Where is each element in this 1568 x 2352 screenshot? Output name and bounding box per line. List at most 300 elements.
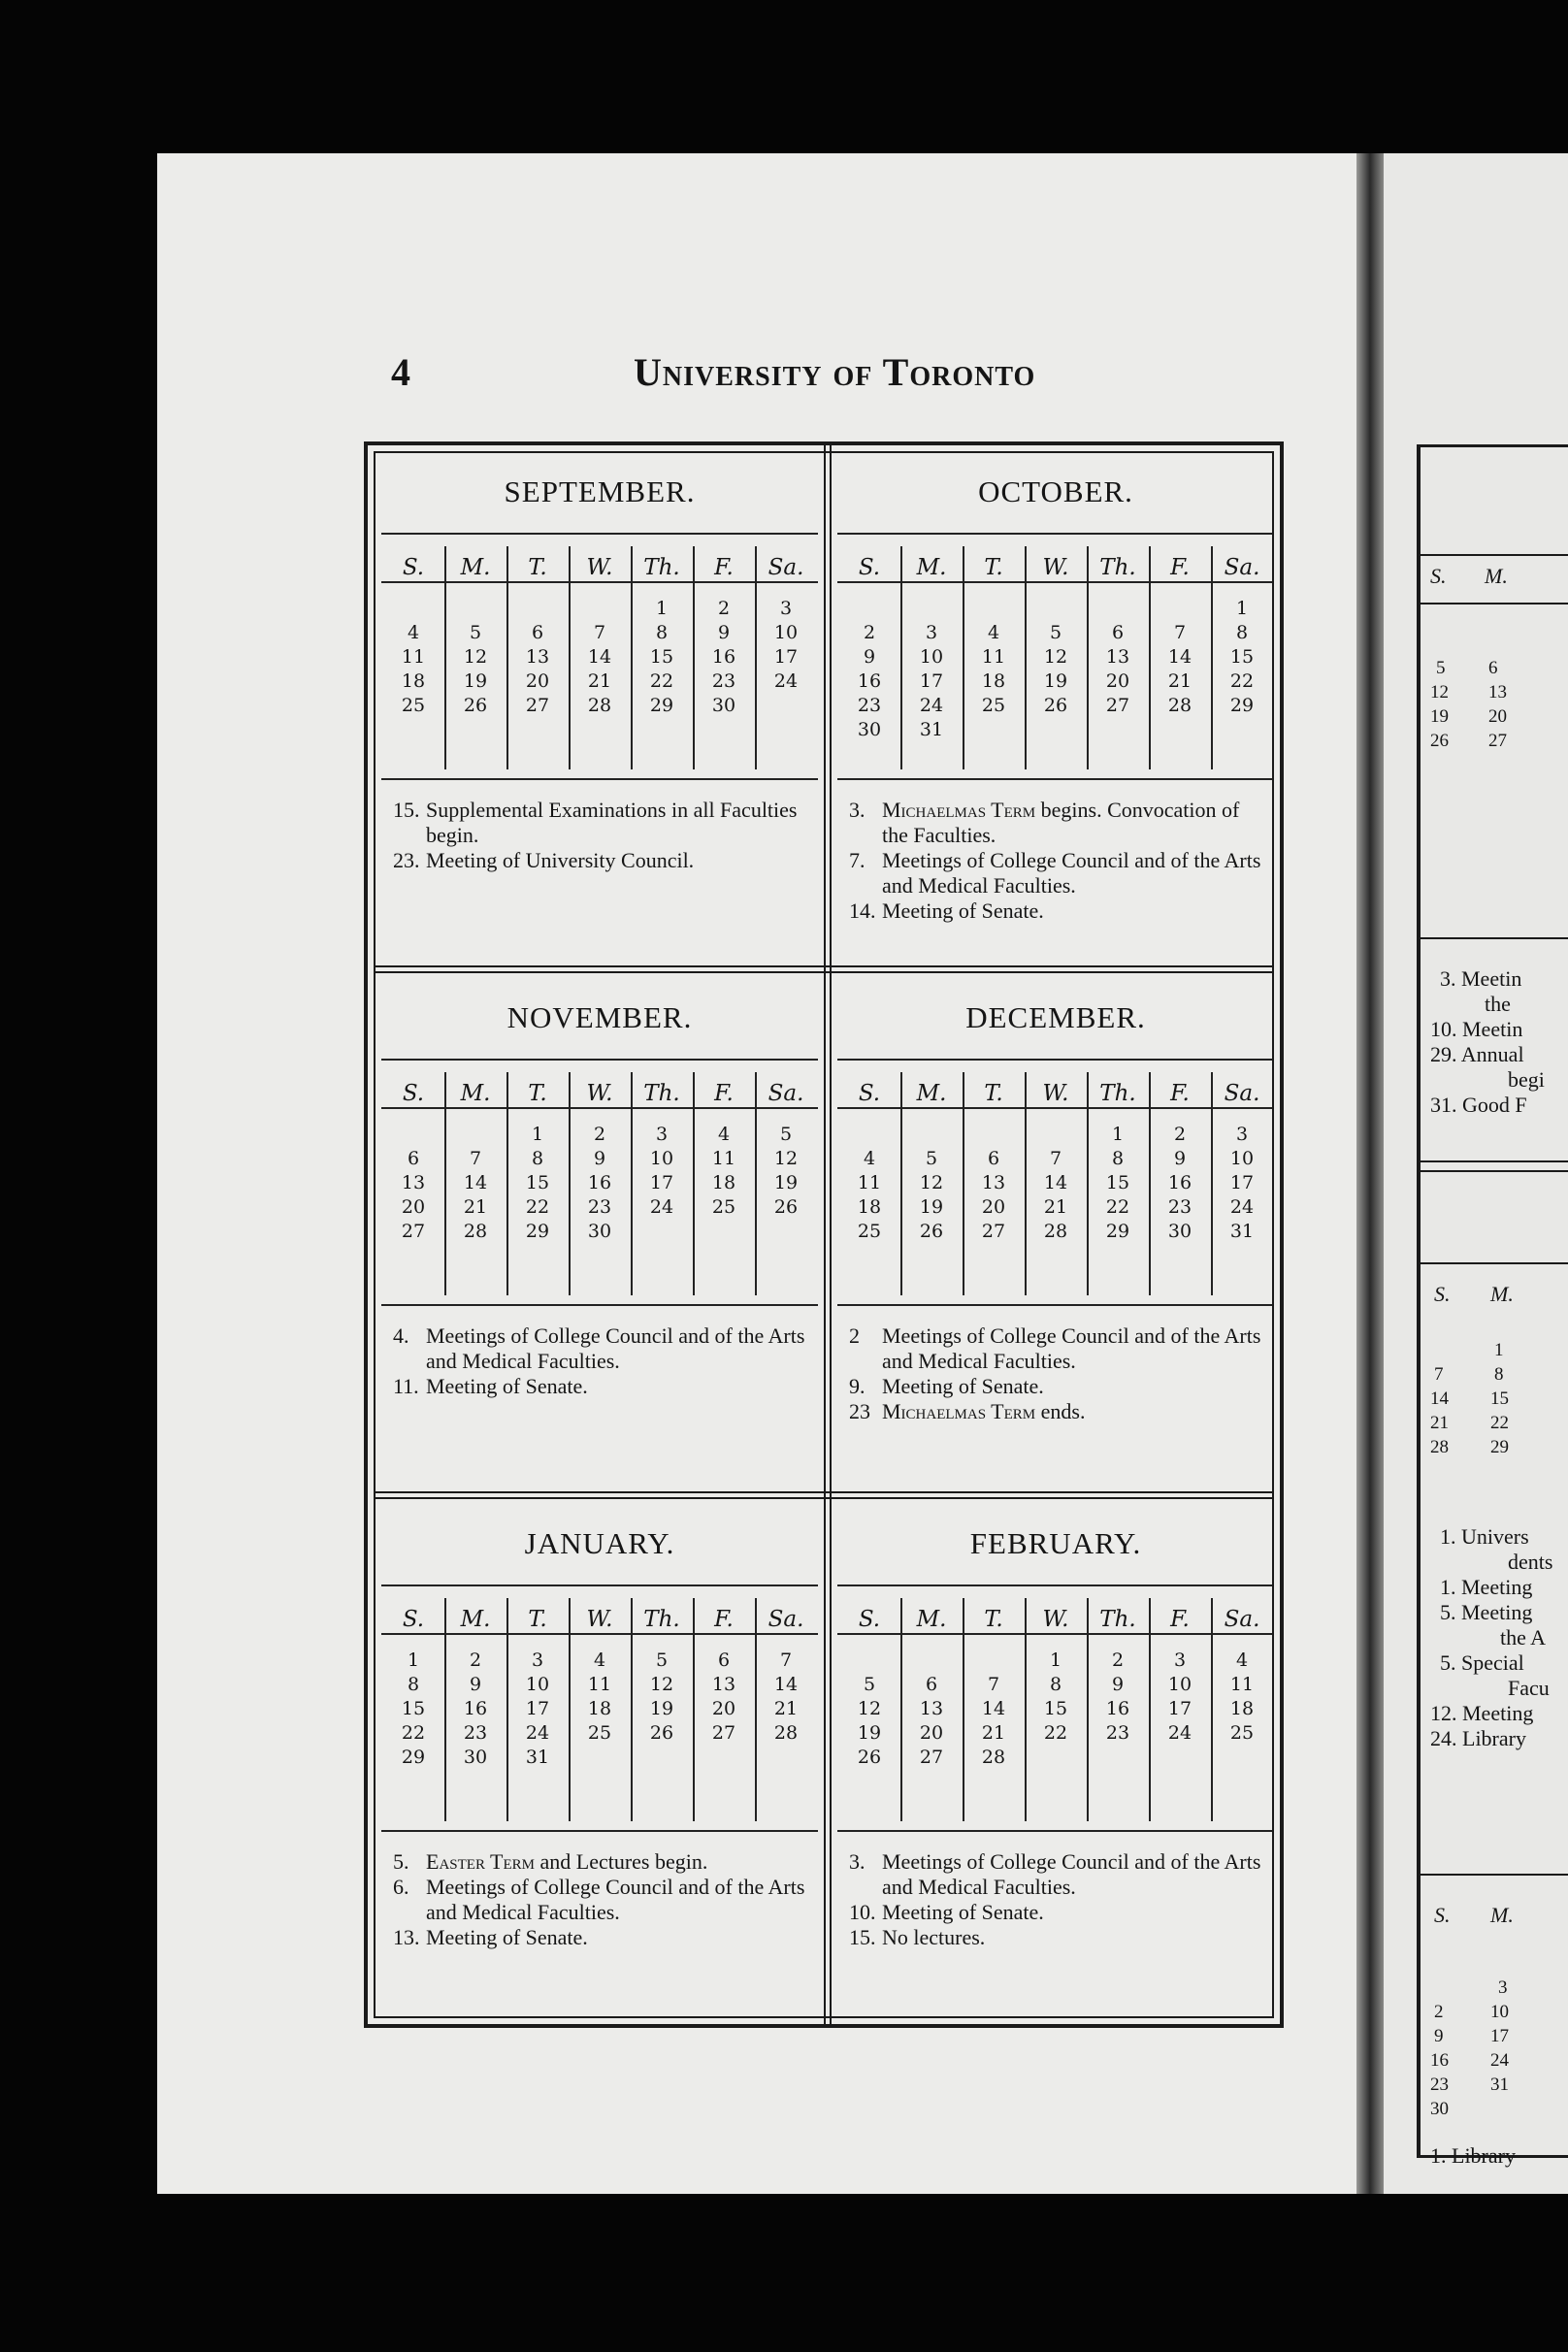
date-cell: 25	[857, 1221, 882, 1242]
event-day: 15.	[849, 1925, 876, 1949]
term-name: Michaelmas Term	[882, 798, 1036, 822]
date-cell: 19	[773, 1172, 799, 1193]
date-cell: 2	[593, 1124, 606, 1145]
date-cell: 28	[1430, 1437, 1449, 1457]
day-header: Th.	[643, 1607, 680, 1632]
column-rule	[569, 546, 571, 769]
rule-line	[381, 1830, 818, 1832]
day-header: Sa.	[768, 555, 804, 580]
month-name: DECEMBER.	[965, 1000, 1146, 1034]
event-item	[393, 1875, 810, 1925]
date-cell: 24	[1229, 1196, 1255, 1218]
date-cell: 24	[1490, 2050, 1509, 2071]
date-cell: 29	[1490, 1437, 1509, 1457]
event-line: 1. Library	[1430, 2143, 1516, 2168]
date-cell: 18	[1229, 1698, 1255, 1719]
day-header: W.	[586, 555, 613, 580]
day-header: Sa.	[768, 1607, 804, 1632]
day-header: F.	[1170, 1607, 1190, 1632]
date-cell: 18	[711, 1172, 736, 1193]
event-day: 9.	[849, 1374, 866, 1398]
date-cell: 23	[711, 670, 736, 692]
day-header: S.	[402, 1607, 425, 1632]
date-cell: 13	[711, 1674, 736, 1695]
date-cell: 29	[525, 1221, 550, 1242]
date-cell: 25	[1229, 1722, 1255, 1744]
date-cell: 27	[401, 1221, 426, 1242]
date-cell: 17	[525, 1698, 550, 1719]
date-cell: 8	[1111, 1148, 1125, 1169]
calendar-frame	[364, 441, 1284, 2028]
event-text	[882, 1323, 1266, 1374]
date-cell: 20	[401, 1196, 426, 1218]
event-day: 3.	[849, 798, 866, 822]
date-cell: 5	[863, 1674, 876, 1695]
date-cell: 5	[779, 1124, 793, 1145]
rule-line	[381, 1107, 818, 1109]
day-header: T.	[528, 1607, 547, 1632]
rule-line	[837, 1304, 1274, 1306]
date-cell: 17	[1490, 2026, 1509, 2046]
day-header: F.	[1170, 1081, 1190, 1106]
event-description: Meeting of Senate.	[426, 1374, 588, 1398]
day-header: Th.	[1099, 1607, 1136, 1632]
event-day: 13.	[393, 1925, 420, 1949]
event-text	[882, 848, 1266, 898]
event-item	[849, 1900, 1266, 1925]
date-cell: 13	[981, 1172, 1006, 1193]
date-cell: 24	[649, 1196, 674, 1218]
date-cell: 4	[987, 622, 1000, 643]
date-cell: 25	[401, 695, 426, 716]
day-header: S.	[858, 1607, 881, 1632]
date-cell: 8	[1494, 1364, 1504, 1385]
column-rule	[631, 1072, 633, 1295]
date-cell: 17	[649, 1172, 674, 1193]
event-item	[849, 898, 1266, 924]
date-cell: 22	[1105, 1196, 1130, 1218]
event-list	[849, 1323, 1266, 1424]
event-item	[393, 1323, 810, 1374]
date-cell: 17	[773, 646, 799, 668]
date-cell: 27	[711, 1722, 736, 1744]
date-cell: 25	[587, 1722, 612, 1744]
column-divider	[824, 445, 832, 2024]
rule-line	[837, 1584, 1274, 1586]
day-header: F.	[1170, 555, 1190, 580]
day-header: M.	[1490, 1282, 1514, 1306]
day-header: M.	[460, 1607, 491, 1632]
date-cell: 20	[1105, 670, 1130, 692]
date-cell: 11	[857, 1172, 882, 1193]
date-cell: 24	[525, 1722, 550, 1744]
rule-line	[381, 1584, 818, 1586]
rule-line	[837, 778, 1274, 780]
date-cell: 2	[863, 622, 876, 643]
divider	[1421, 1170, 1568, 1172]
date-cell: 10	[1167, 1674, 1192, 1695]
date-cell: 26	[1043, 695, 1068, 716]
date-cell: 15	[1490, 1388, 1509, 1409]
date-cell: 27	[919, 1747, 944, 1768]
event-description: Meetings of College Council and of the Arts and Medical Faculties.	[882, 1323, 1261, 1373]
date-cell: 12	[1043, 646, 1068, 668]
date-cell: 16	[711, 646, 736, 668]
month-name: NOVEMBER.	[506, 1000, 693, 1034]
column-rule	[900, 546, 902, 769]
date-cell: 13	[1105, 646, 1130, 668]
column-rule	[755, 1598, 757, 1821]
event-day: 14.	[849, 898, 876, 923]
date-cell: 21	[1043, 1196, 1068, 1218]
date-cell: 16	[587, 1172, 612, 1193]
column-rule	[631, 546, 633, 769]
day-header: S.	[402, 1081, 425, 1106]
event-description: Meeting of University Council.	[426, 848, 695, 872]
rule-line	[837, 1830, 1274, 1832]
event-description: and Lectures begin.	[535, 1849, 708, 1874]
event-day: 4.	[393, 1323, 409, 1348]
rule-line	[381, 581, 818, 583]
divider	[1421, 1160, 1568, 1162]
event-item	[849, 1925, 1266, 1950]
divider	[1421, 554, 1568, 556]
day-header: T.	[984, 555, 1003, 580]
column-rule	[569, 1072, 571, 1295]
rule-line	[837, 533, 1274, 535]
date-cell: 4	[1235, 1650, 1249, 1671]
date-cell: 9	[1173, 1148, 1187, 1169]
event-description: Meeting of Senate.	[426, 1925, 588, 1949]
day-header: F.	[714, 1081, 734, 1106]
date-cell: 14	[1043, 1172, 1068, 1193]
event-description: Meeting of Senate.	[882, 1374, 1044, 1398]
event-text	[426, 848, 810, 873]
date-cell: 28	[981, 1747, 1006, 1768]
day-header: W.	[586, 1081, 613, 1106]
date-cell: 26	[919, 1221, 944, 1242]
event-text	[426, 1323, 810, 1374]
rule-line	[837, 1059, 1274, 1061]
column-rule	[693, 546, 695, 769]
date-cell: 17	[1167, 1698, 1192, 1719]
event-text	[426, 1925, 810, 1950]
column-rule	[693, 1072, 695, 1295]
event-description: ends.	[1035, 1399, 1086, 1423]
month-november	[381, 979, 818, 1493]
date-cell: 2	[717, 598, 731, 619]
event-text	[882, 1925, 1266, 1950]
month-name: OCTOBER.	[978, 474, 1133, 508]
day-header: T.	[528, 555, 547, 580]
date-cell: 18	[587, 1698, 612, 1719]
date-cell: 27	[1105, 695, 1130, 716]
event-day: 3.	[849, 1849, 866, 1874]
divider	[1421, 1874, 1568, 1876]
rule-line	[837, 1633, 1274, 1635]
column-rule	[963, 1072, 964, 1295]
column-rule	[569, 1598, 571, 1821]
date-cell: 20	[525, 670, 550, 692]
event-line: the A	[1500, 1625, 1547, 1650]
event-line: 12. Meeting	[1430, 1701, 1534, 1725]
date-cell: 24	[1167, 1722, 1192, 1744]
event-item	[393, 798, 810, 848]
date-cell: 8	[1235, 622, 1249, 643]
date-cell: 25	[981, 695, 1006, 716]
date-cell: 11	[711, 1148, 736, 1169]
date-cell: 2	[1111, 1650, 1125, 1671]
event-line: 29. Annual	[1430, 1042, 1524, 1066]
day-header: W.	[1042, 1081, 1069, 1106]
event-text	[426, 1849, 810, 1875]
event-line: dents	[1508, 1550, 1553, 1574]
date-cell: 18	[981, 670, 1006, 692]
date-cell: 26	[1430, 731, 1449, 751]
date-cell: 3	[1173, 1650, 1187, 1671]
date-cell: 18	[857, 1196, 882, 1218]
day-header: W.	[1042, 555, 1069, 580]
date-cell: 9	[717, 622, 731, 643]
column-rule	[1149, 1598, 1151, 1821]
date-cell: 1	[531, 1124, 544, 1145]
date-cell: 7	[1049, 1148, 1062, 1169]
month-december	[837, 979, 1274, 1493]
column-rule	[506, 546, 508, 769]
date-cell: 8	[407, 1674, 420, 1695]
rule-line	[837, 1107, 1274, 1109]
date-cell: 20	[711, 1698, 736, 1719]
date-cell: 3	[1498, 1977, 1508, 1998]
column-rule	[1149, 546, 1151, 769]
date-cell: 6	[407, 1148, 420, 1169]
column-rule	[1087, 546, 1089, 769]
date-cell: 7	[779, 1650, 793, 1671]
event-text	[882, 898, 1266, 924]
event-description: Meetings of College Council and of the Arts and Medical Faculties.	[426, 1323, 805, 1373]
date-cell: 23	[587, 1196, 612, 1218]
month-name: SEPTEMBER.	[504, 474, 696, 508]
date-cell: 30	[1167, 1221, 1192, 1242]
date-cell: 14	[1167, 646, 1192, 668]
month-name: JANUARY.	[524, 1526, 675, 1560]
date-cell: 4	[407, 622, 420, 643]
date-cell: 10	[773, 622, 799, 643]
event-line: 24. Library	[1430, 1726, 1526, 1750]
day-header: S.	[1434, 1282, 1451, 1306]
column-rule	[1211, 1598, 1213, 1821]
date-cell: 21	[463, 1196, 488, 1218]
date-cell: 22	[649, 670, 674, 692]
event-line: begi	[1508, 1067, 1545, 1092]
date-cell: 8	[655, 622, 669, 643]
column-rule	[963, 546, 964, 769]
date-cell: 28	[463, 1221, 488, 1242]
date-cell: 6	[1111, 622, 1125, 643]
column-rule	[444, 546, 446, 769]
day-header: Sa.	[768, 1081, 804, 1106]
date-cell: 11	[587, 1674, 612, 1695]
event-list	[393, 1323, 810, 1399]
date-cell: 7	[469, 1148, 482, 1169]
date-cell: 6	[531, 622, 544, 643]
date-cell: 3	[655, 1124, 669, 1145]
day-header: W.	[1042, 1607, 1069, 1632]
date-cell: 14	[587, 646, 612, 668]
row-divider	[374, 965, 1274, 973]
date-cell: 9	[863, 646, 876, 668]
rule-line	[381, 533, 818, 535]
page-number: 4	[391, 350, 411, 394]
day-header: Sa.	[1224, 1607, 1260, 1632]
date-cell: 12	[857, 1698, 882, 1719]
event-description: Meetings of College Council and of the Arts and Medical Faculties.	[882, 1849, 1261, 1899]
date-cell: 16	[857, 670, 882, 692]
rule-line	[381, 1633, 818, 1635]
event-day: 7.	[849, 848, 866, 872]
date-cell: 9	[1111, 1674, 1125, 1695]
date-cell: 12	[773, 1148, 799, 1169]
date-cell: 12	[919, 1172, 944, 1193]
column-rule	[1087, 1598, 1089, 1821]
date-cell: 15	[525, 1172, 550, 1193]
date-cell: 23	[857, 695, 882, 716]
date-cell: 13	[401, 1172, 426, 1193]
event-item	[849, 848, 1266, 898]
date-cell: 19	[649, 1698, 674, 1719]
date-cell: 24	[919, 695, 944, 716]
column-rule	[1149, 1072, 1151, 1295]
event-description: Meetings of College Council and of the Arts and Medical Faculties.	[426, 1875, 805, 1924]
date-cell: 25	[711, 1196, 736, 1218]
date-cell: 30	[1430, 2099, 1449, 2119]
page-header	[391, 349, 1293, 408]
date-cell: 30	[711, 695, 736, 716]
event-line: 31. Good F	[1430, 1093, 1527, 1117]
event-description: No lectures.	[882, 1925, 986, 1949]
date-cell: 16	[1430, 2050, 1449, 2071]
rule-line	[381, 1059, 818, 1061]
date-cell: 20	[1488, 706, 1507, 727]
rule-line	[837, 581, 1274, 583]
date-cell: 19	[857, 1722, 882, 1744]
date-cell: 22	[401, 1722, 426, 1744]
date-cell: 5	[1049, 622, 1062, 643]
month-september	[381, 453, 818, 967]
column-rule	[693, 1598, 695, 1821]
day-header: M.	[1490, 1903, 1514, 1927]
event-item	[393, 1374, 810, 1399]
event-day: 2	[849, 1323, 860, 1348]
event-text	[882, 1399, 1266, 1424]
date-cell: 10	[919, 646, 944, 668]
day-header: Th.	[1099, 1081, 1136, 1106]
date-cell: 21	[773, 1698, 799, 1719]
date-cell: 15	[1105, 1172, 1130, 1193]
day-header: F.	[714, 1607, 734, 1632]
event-list	[393, 798, 810, 873]
event-list	[393, 1849, 810, 1950]
date-cell: 19	[1043, 670, 1068, 692]
date-cell: 1	[655, 598, 669, 619]
date-cell: 14	[463, 1172, 488, 1193]
date-cell: 10	[1229, 1148, 1255, 1169]
event-item	[393, 848, 810, 873]
date-cell: 7	[1434, 1364, 1444, 1385]
day-header: F.	[714, 555, 734, 580]
event-item	[849, 1323, 1266, 1374]
date-cell: 21	[981, 1722, 1006, 1744]
column-rule	[506, 1598, 508, 1821]
date-cell: 13	[1488, 682, 1507, 702]
day-header: T.	[984, 1607, 1003, 1632]
day-header: Sa.	[1224, 1081, 1260, 1106]
date-cell: 30	[587, 1221, 612, 1242]
day-header: Sa.	[1224, 555, 1260, 580]
date-cell: 19	[463, 670, 488, 692]
date-cell: 2	[469, 1650, 482, 1671]
date-cell: 10	[1490, 2002, 1509, 2022]
date-cell: 16	[463, 1698, 488, 1719]
date-cell: 12	[463, 646, 488, 668]
event-text	[882, 798, 1266, 848]
day-header: Th.	[643, 1081, 680, 1106]
date-cell: 17	[919, 670, 944, 692]
date-cell: 31	[1229, 1221, 1255, 1242]
date-cell: 21	[1430, 1413, 1449, 1433]
term-name: Easter Term	[426, 1849, 535, 1874]
month-name: FEBRUARY.	[969, 1526, 1142, 1560]
date-cell: 6	[717, 1650, 731, 1671]
event-item	[849, 798, 1266, 848]
date-cell: 15	[1043, 1698, 1068, 1719]
column-rule	[755, 546, 757, 769]
date-cell: 13	[919, 1698, 944, 1719]
date-cell: 14	[773, 1674, 799, 1695]
date-cell: 16	[1105, 1698, 1130, 1719]
date-cell: 15	[401, 1698, 426, 1719]
date-cell: 22	[1229, 670, 1255, 692]
date-cell: 26	[649, 1722, 674, 1744]
event-day: 6.	[393, 1875, 409, 1899]
day-header: S.	[1430, 564, 1447, 588]
date-cell: 22	[1490, 1413, 1509, 1433]
date-cell: 27	[981, 1221, 1006, 1242]
event-item	[849, 1374, 1266, 1399]
column-rule	[631, 1598, 633, 1821]
date-cell: 31	[919, 719, 944, 740]
date-cell: 1	[1494, 1340, 1504, 1360]
date-cell: 1	[1049, 1650, 1062, 1671]
date-cell: 31	[1490, 2074, 1509, 2095]
event-line: Facu	[1508, 1676, 1550, 1700]
date-cell: 9	[1434, 2026, 1444, 2046]
date-cell: 8	[531, 1148, 544, 1169]
column-rule	[1087, 1072, 1089, 1295]
day-header: M.	[916, 555, 947, 580]
date-cell: 4	[863, 1148, 876, 1169]
event-day: 23	[849, 1399, 870, 1423]
day-header: S.	[402, 555, 425, 580]
event-description: Meetings of College Council and of the Arts and Medical Faculties.	[882, 848, 1261, 898]
book-page-right	[1384, 153, 1568, 2194]
divider	[1421, 1262, 1568, 1264]
event-item	[849, 1399, 1266, 1424]
column-rule	[1025, 1072, 1027, 1295]
date-cell: 13	[525, 646, 550, 668]
column-rule	[1211, 546, 1213, 769]
date-cell: 29	[401, 1747, 426, 1768]
